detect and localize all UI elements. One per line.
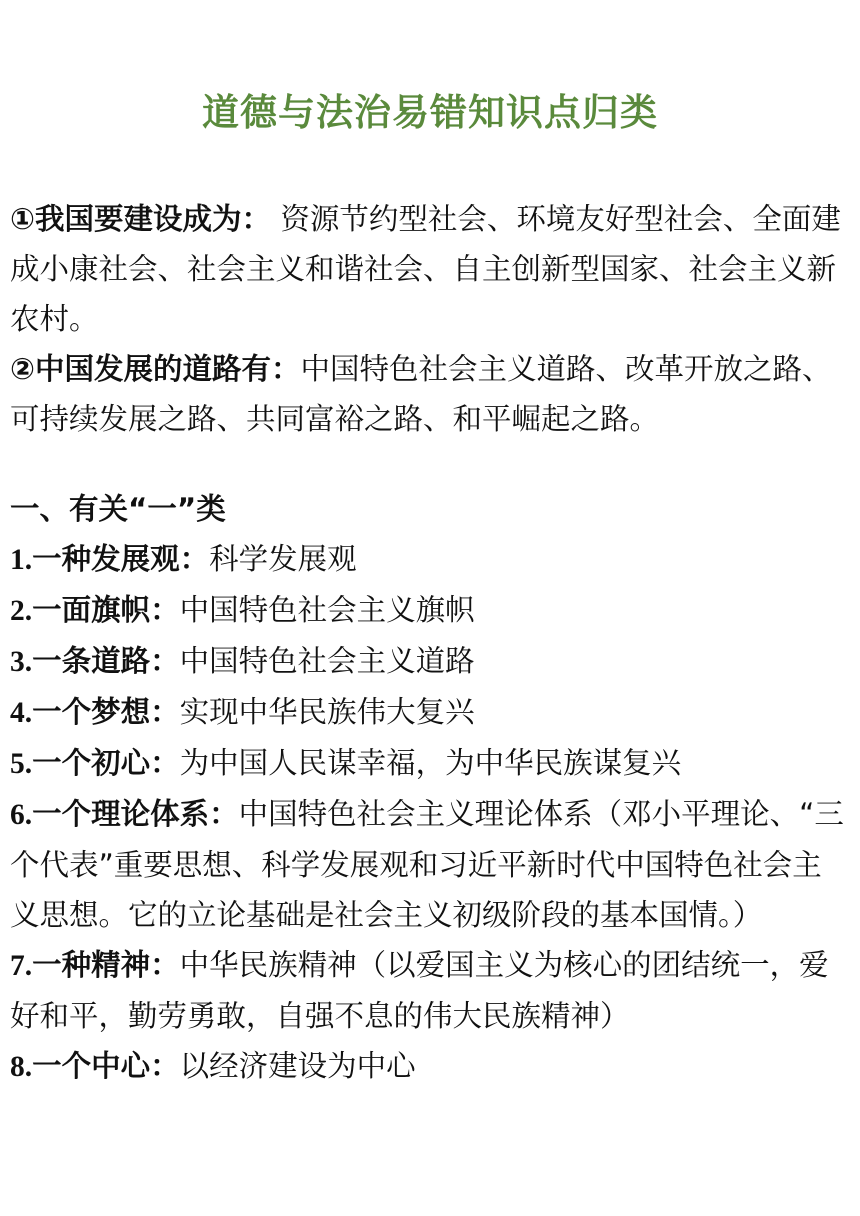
intro-1-text: 资源节约型社会、环境友好型社会、全面建成小康社会、社会主义和谐社会、自主创新型国家、社会主义新农村。 [10,202,841,336]
item-number: 1. [10,544,33,576]
item-text: 中国特色社会主义理论体系（邓小平理论、“三个代表”重要思想、科学发展观和习近平新时代中国特色社会主义思想。它的立论基础是社会主义初级阶段的基本国情。） [10,797,844,932]
item-lead: 一个中心： [32,1049,180,1083]
item-number: 3. [10,646,33,678]
document-title: 道德与法治易错知识点归类 [202,91,658,134]
document-body [10,194,846,1092]
item-number: 6. [10,799,33,831]
list-item [10,687,846,738]
intro-1-lead: ①我国要建设成为： [10,202,271,236]
item-lead: 一个梦想： [32,695,180,729]
item-text: 中国特色社会主义道路 [179,644,475,678]
intro-2-lead: ②中国发展的道路有： [10,352,301,386]
item-lead: 一面旗帜： [32,593,180,627]
item-text: 为中国人民谋幸福，为中华民族谋复兴 [179,746,682,780]
item-number: 5. [10,748,33,780]
intro-2-text: 中国特色社会主义道路、改革开放之路、可持续发展之路、共同富裕之路、和平崛起之路。 [10,352,832,436]
item-text: 科学发展观 [209,542,357,576]
list-item [10,585,846,636]
item-number: 7. [10,950,33,982]
intro-paragraph-2 [10,344,846,444]
item-text: 中国特色社会主义旗帜 [179,593,475,627]
intro-paragraph-1 [10,194,846,344]
item-lead: 一个理论体系： [32,797,239,831]
item-lead: 一种发展观： [32,542,210,576]
item-lead: 一种精神： [32,948,180,982]
item-text: 实现中华民族伟大复兴 [179,695,475,729]
list-item [10,534,846,585]
list-item [10,1041,846,1092]
item-text: 中华民族精神（以爱国主义为核心的团结统一，爱好和平，勤劳勇敢，自强不息的伟大民族精神） [10,948,829,1033]
item-number: 2. [10,595,33,627]
item-number: 8. [10,1051,33,1083]
item-lead: 一个初心： [32,746,180,780]
section-heading: 一、有关“一”类 [10,492,226,526]
list-item [10,636,846,687]
item-number: 4. [10,697,33,729]
list-item [10,789,846,940]
list-item [10,738,846,789]
list-item [10,940,846,1041]
item-text: 以经济建设为中心 [179,1049,416,1083]
item-lead: 一条道路： [32,644,180,678]
paragraph-spacer [10,444,846,484]
